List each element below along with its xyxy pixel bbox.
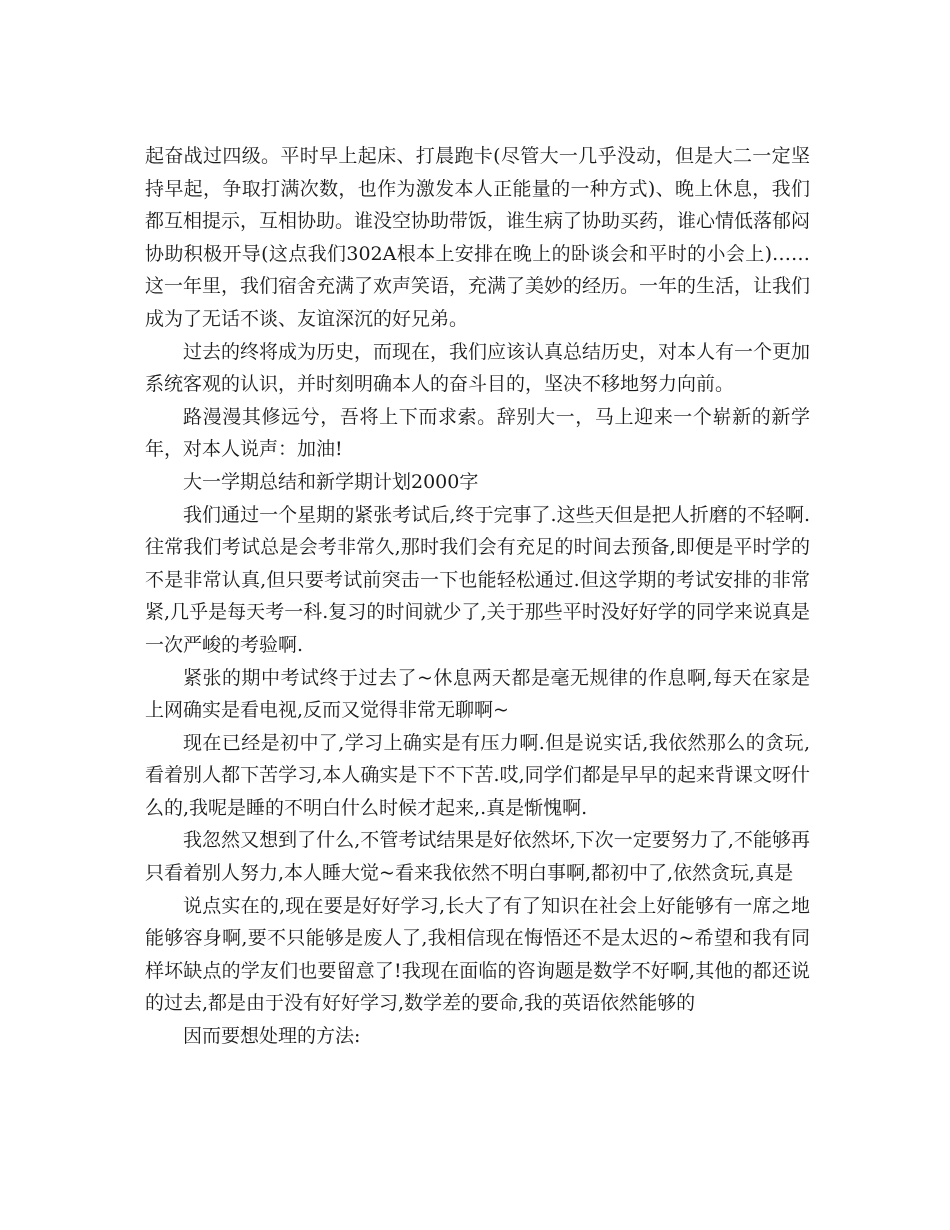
paragraph-farewell: 路漫漫其修远兮，吾将上下而求索。辞别大一，马上迎来一个崭新的新学年，对本人说声：加油! — [145, 405, 810, 461]
document-body — [145, 140, 810, 1053]
paragraph-solution: 因而要想处理的方法: — [183, 1025, 361, 1048]
paragraph-midterm: 紧张的期中考试终于过去了~休息两天都是毫无规律的作息啊,每天在家是上网确实是看电视,反而又觉得非常无聊啊~ — [145, 666, 810, 722]
paragraph-history: 过去的终将成为历史，而现在，我们应该认真总结历史，对本人有一个更加系统客观的认识，并时刻明确本人的奋斗目的，坚决不移地努力向前。 — [145, 340, 811, 396]
paragraph-junior-high: 现在已经是初中了,学习上确实是有压力啊.但是说实话,我依然那么的贪玩,看着别人都下苦学习,本人确实是下不下苦.哎,同学们都是早早的起来背课文呀什么的,我呢是睡的不明白什么时候才起来,.真是惭愧啊. — [145, 731, 810, 819]
paragraph-dorm-life: 起奋战过四级。平时早上起床、打晨跑卡(尽管大一几乎没动，但是大二一定坚持早起，争取打满次数，也作为激发本人正能量的一种方式)、晚上休息，我们都互相提示，互相协助。谁没空协助带饭，谁生病了协助买药，谁心情低落郁闷协助积极开导(这点我们302A根本上安排在晚上的卧谈会和平时的小会上)……这一年里，我们宿舍充满了欢声笑语，充满了美妙的经历。一年的生活，让我们成为了无话不谈、友谊深沉的好兄弟。 — [145, 145, 811, 330]
paragraph-honest-talk: 说点实在的,现在要是好好学习,长大了有了知识在社会上好能够有一席之地能够容身啊,要不只能够是废人了,我相信现在悔悟还不是太迟的~希望和我有同样坏缺点的学友们也要留意了!我现在面临的咨询题是数学不好啊,其他的都还说的过去,都是由于没有好好学习,数学差的要命,我的英语依然能够的 — [145, 894, 810, 1015]
paragraph-exam-week: 我们通过一个星期的紧张考试后,终于完事了.这些天但是把人折磨的不轻啊.往常我们考试总是会考非常久,那时我们会有充足的时间去预备,即便是平时学的不是非常认真,但只要考试前突击一下也能轻松通过.但这学期的考试安排的非常紧,几乎是每天考一科.复习的时间就少了,关于那些平时没好好学的同学来说真是一次严峻的考验啊. — [145, 503, 810, 656]
section-title: 大一学期总结和新学期计划2000字 — [183, 470, 479, 493]
paragraph-resolve: 我忽然又想到了什么,不管考试结果是好依然坏,下次一定要努力了,不能够再只看着别人努力,本人睡大觉~看来我依然不明白事啊,都初中了,依然贪玩,真是 — [145, 829, 810, 885]
